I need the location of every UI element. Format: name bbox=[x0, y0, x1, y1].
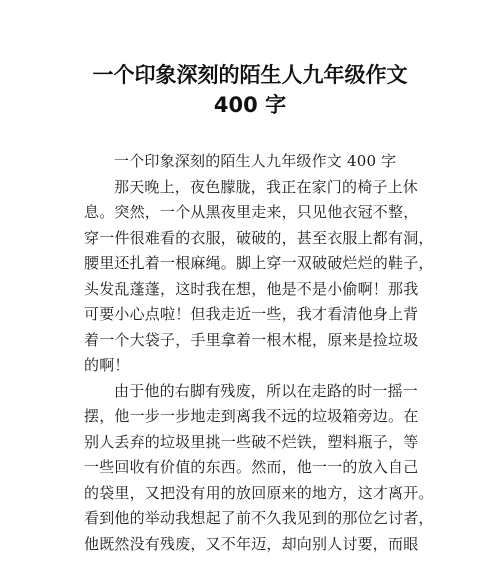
text-line: 可要小心点啦！但我走近一些，我才看清他身上背 bbox=[84, 305, 419, 323]
text-line: 穿一件很难看的衣服，破破的，甚至衣服上都有洞， bbox=[84, 228, 434, 247]
text-line: 一些回收有价值的东西。然而，他一一的放入自己 bbox=[84, 458, 419, 476]
text-line: 着一个大袋子，手里拿着一根木棍，原来是捡垃圾 bbox=[84, 330, 419, 349]
text-line: 息。突然，一个从黑夜里走来，只见他衣冠不整， bbox=[84, 203, 419, 221]
text-line: 的啊！ bbox=[84, 356, 130, 374]
text-line: 由于他的右脚有残废，所以在走路的时一摇一 bbox=[114, 381, 419, 400]
text-line: 摆，他一步一步地走到离我不远的垃圾箱旁边。在 bbox=[84, 407, 419, 425]
text-line: 看到他的举动我想起了前不久我见到的那位乞讨者， bbox=[84, 509, 434, 527]
document-title-line1: 一个印象深刻的陌生人九年级作文 bbox=[92, 63, 408, 87]
text-line: 他既然没有残废，又不年迈，却向别人讨要，而眼 bbox=[84, 534, 419, 553]
text-line: 那天晚上，夜色朦胧，我正在家门的椅子上休 bbox=[114, 177, 419, 196]
text-line: 的袋里，又把没有用的放回原来的地方，这才离开。 bbox=[84, 483, 434, 502]
text-line: 腰里还扎着一根麻绳。脚上穿一双破破烂烂的鞋子， bbox=[84, 254, 434, 272]
text-line: 头发乱蓬蓬，这时我在想，他是不是小偷啊！那我 bbox=[84, 279, 419, 298]
document-body bbox=[84, 149, 440, 557]
text-line: 一个印象深刻的陌生人九年级作文 400 字 bbox=[114, 152, 397, 170]
document-title-line2: 400 字 bbox=[213, 93, 287, 117]
text-line: 别人丢弃的垃圾里挑一些破不烂铁，塑料瓶子，等 bbox=[84, 432, 419, 451]
